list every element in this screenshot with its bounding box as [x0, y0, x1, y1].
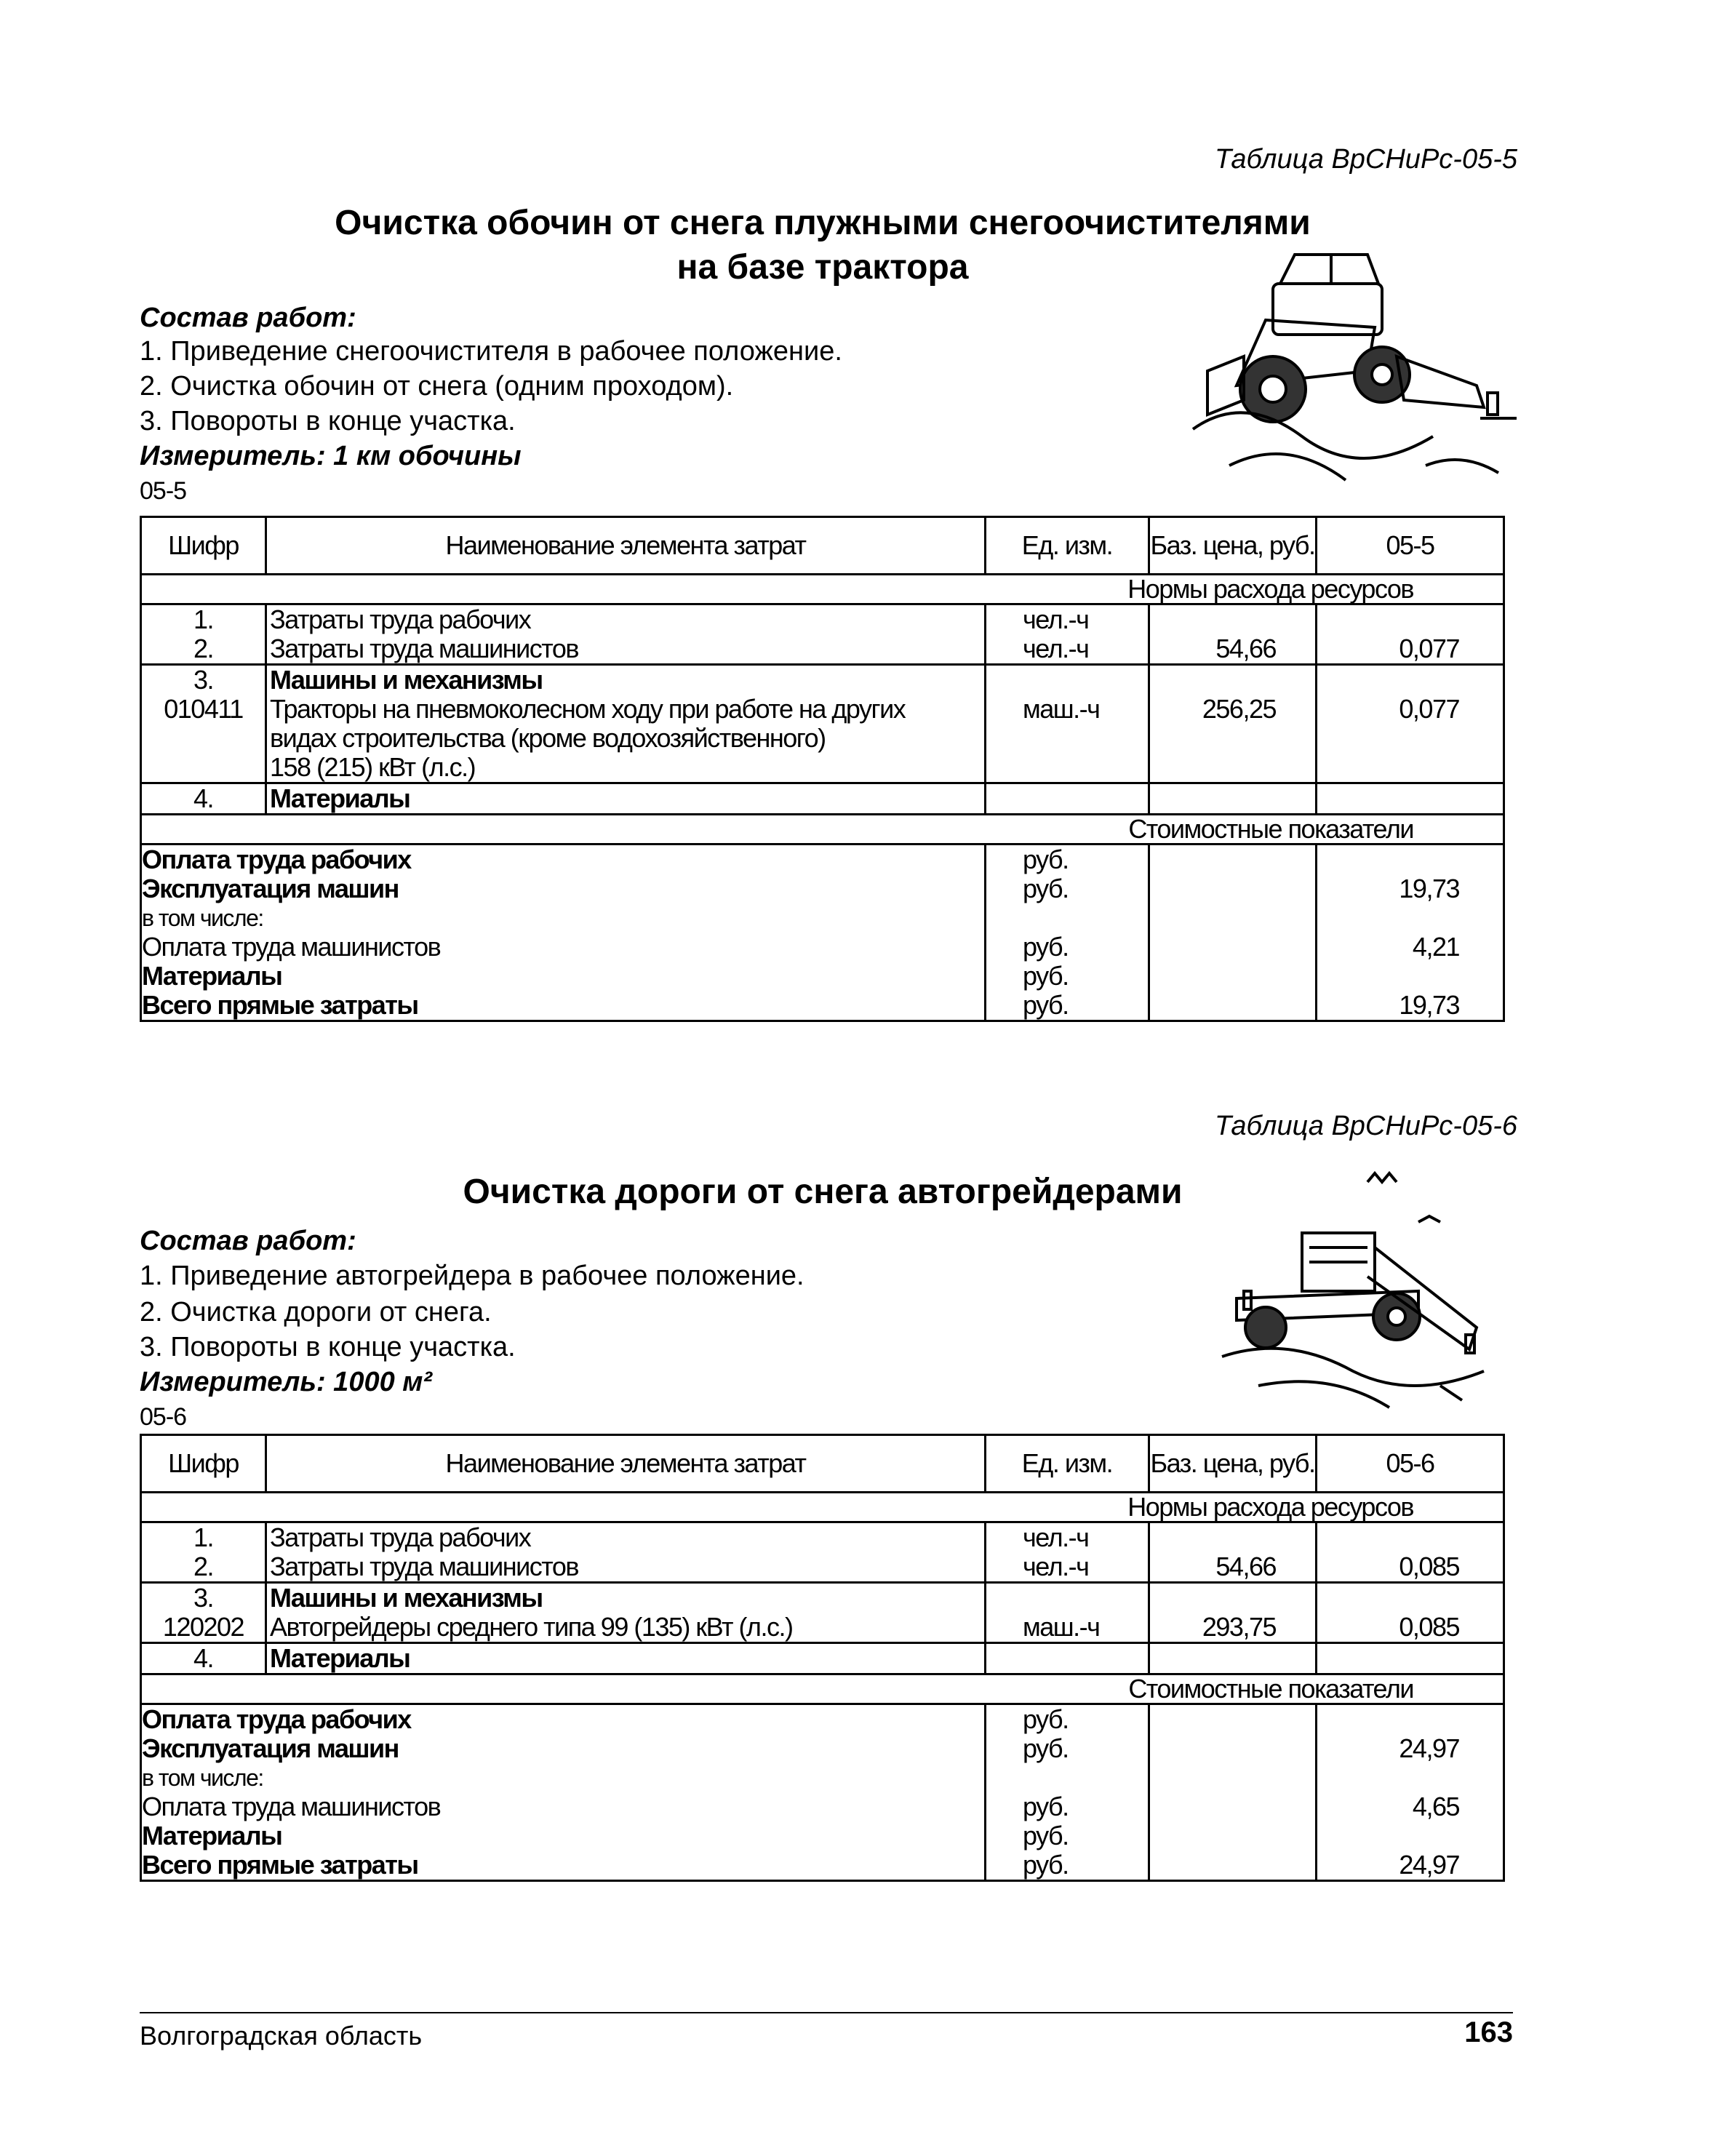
- resource-unit: маш.-ч: [1023, 694, 1100, 724]
- cost-names: [141, 1704, 986, 1881]
- resource-code: 120202: [162, 1612, 244, 1642]
- resource-value: 0,077: [1399, 634, 1459, 663]
- composition-item: 2. Очистка обочин от снега (одним проходом).: [140, 371, 734, 402]
- header-name: Наименование элемента затрат: [266, 1435, 986, 1493]
- resource-code: 4.: [193, 1643, 214, 1673]
- cost-unit: руб.: [1023, 1704, 1069, 1734]
- cost-unit: руб.: [1023, 932, 1069, 962]
- cost-name: в том числе:: [142, 1765, 263, 1791]
- composition-heading: Состав работ:: [140, 303, 356, 333]
- cost-name: Всего прямые затраты: [142, 1850, 418, 1880]
- resource-unit: [1023, 666, 1148, 695]
- cost-units: [986, 845, 1149, 1021]
- footer-region: Волгоградская область: [140, 2021, 423, 2051]
- price-cell: [1149, 783, 1317, 815]
- cost-unit: руб.: [1023, 1792, 1069, 1821]
- cost-prices: [1149, 1704, 1317, 1881]
- norms-table: [140, 516, 1505, 1022]
- resource-unit: чел.-ч: [1023, 634, 1089, 663]
- resource-name: Затраты труда машинистов: [270, 1552, 579, 1581]
- resource-code: 1.: [193, 604, 214, 634]
- code-cell: [141, 604, 266, 665]
- norms-table: [140, 1434, 1505, 1882]
- measure-unit: Измеритель: 1 км обочины: [140, 441, 522, 471]
- unit-cell: [986, 1583, 1149, 1643]
- cost-name: в том числе:: [142, 905, 263, 931]
- resource-unit: [1023, 784, 1148, 813]
- cost-value: [1317, 1821, 1459, 1850]
- price-cell: [1149, 1643, 1317, 1674]
- composition-heading: Состав работ:: [140, 1226, 356, 1256]
- cost-name: Всего прямые затраты: [142, 990, 418, 1020]
- resource-price: 54,66: [1215, 634, 1276, 663]
- code-cell: [141, 1522, 266, 1583]
- price-cell: [1149, 1583, 1317, 1643]
- cost-unit: руб.: [1023, 990, 1069, 1020]
- composition-item: 3. Повороты в конце участка.: [140, 406, 516, 436]
- tractor-snowplow-illustration: [1186, 247, 1520, 516]
- table-row: [141, 1583, 1504, 1643]
- name-cell: [266, 665, 986, 783]
- resource-code: 2.: [193, 634, 214, 663]
- cost-label: Стоимостные показатели: [141, 815, 1504, 845]
- resource-value: [1317, 605, 1459, 634]
- name-cell: [266, 1643, 986, 1674]
- resource-code: 010411: [164, 694, 243, 724]
- header-price: Баз. цена, руб.: [1149, 1435, 1317, 1493]
- resource-value: [1317, 784, 1459, 813]
- resource-name: Материалы: [270, 783, 410, 813]
- composition-item: 1. Приведение снегоочистителя в рабочее положение.: [140, 336, 842, 367]
- cost-value: 24,97: [1399, 1733, 1459, 1763]
- cost-unit: руб.: [1023, 1733, 1069, 1763]
- cost-unit: руб.: [1023, 1821, 1069, 1850]
- cost-values: [1317, 845, 1504, 1021]
- cost-value: [1317, 1705, 1459, 1734]
- composition-item: 3. Повороты в конце участка.: [140, 1332, 516, 1362]
- cost-name: Оплата труда рабочих: [142, 1704, 411, 1734]
- table-row: [141, 604, 1504, 665]
- cost-value: [1317, 1763, 1459, 1792]
- resource-unit: чел.-ч: [1023, 1552, 1089, 1581]
- unit-cell: [986, 665, 1149, 783]
- table-row: [141, 1643, 1504, 1674]
- resource-unit: [1023, 1644, 1148, 1673]
- resource-value: [1317, 1644, 1459, 1673]
- cost-unit: руб.: [1023, 1850, 1069, 1880]
- header-price: Баз. цена, руб.: [1149, 517, 1317, 575]
- value-cell: [1317, 1522, 1504, 1583]
- cost-value: 24,97: [1399, 1850, 1459, 1880]
- resource-value: [1317, 1584, 1459, 1613]
- value-cell: [1317, 1583, 1504, 1643]
- price-cell: [1149, 604, 1317, 665]
- resource-value: 0,085: [1399, 1612, 1459, 1642]
- resource-name: Материалы: [270, 1643, 410, 1673]
- cost-unit: руб.: [1023, 961, 1069, 991]
- resource-price: [1150, 666, 1276, 695]
- resource-price: [1150, 784, 1276, 813]
- resource-unit: чел.-ч: [1023, 604, 1089, 634]
- table-row: [141, 783, 1504, 815]
- resource-price: [1150, 1644, 1276, 1673]
- value-cell: [1317, 1643, 1504, 1674]
- resource-code: 3.: [193, 665, 214, 695]
- resource-code: 3.: [193, 1583, 214, 1613]
- cost-label: Стоимостные показатели: [141, 1674, 1504, 1704]
- value-cell: [1317, 783, 1504, 815]
- cost-name: Материалы: [142, 1821, 282, 1850]
- code-cell: [141, 783, 266, 815]
- header-value: 05-6: [1317, 1435, 1504, 1493]
- value-cell: [1317, 665, 1504, 783]
- resource-unit: [1023, 1584, 1148, 1613]
- resource-unit: маш.-ч: [1023, 1612, 1100, 1642]
- cost-name: Оплата труда машинистов: [142, 932, 441, 962]
- resource-price: 256,25: [1202, 694, 1276, 724]
- resource-code: 2.: [193, 1552, 214, 1581]
- cost-units: [986, 1704, 1149, 1881]
- table-row: [141, 1522, 1504, 1583]
- cost-name: Оплата труда рабочих: [142, 845, 411, 874]
- price-cell: [1149, 1522, 1317, 1583]
- cost-value: 4,21: [1412, 932, 1459, 962]
- cost-unit: руб.: [1023, 874, 1069, 903]
- norms-label: Нормы расхода ресурсов: [141, 1493, 1504, 1522]
- cost-prices: [1149, 845, 1317, 1021]
- table-header-row: [141, 1435, 1504, 1493]
- resource-code: 1.: [193, 1522, 214, 1552]
- motor-grader-illustration: [1200, 1167, 1506, 1429]
- resource-name: Машины и механизмы: [270, 665, 543, 695]
- resource-name: 158 (215) кВт (л.с.): [270, 752, 476, 782]
- composition-item: 2. Очистка дороги от снега.: [140, 1297, 492, 1327]
- resource-price: 293,75: [1202, 1612, 1276, 1642]
- name-cell: [266, 1583, 986, 1643]
- code-cell: [141, 1643, 266, 1674]
- resource-price: [1150, 605, 1276, 634]
- table-code: 05-6: [140, 1403, 187, 1431]
- resource-value: 0,085: [1399, 1552, 1459, 1581]
- table-label: Таблица ВрСНиРс-05-5: [1214, 144, 1517, 175]
- section-row-norms: [141, 1493, 1504, 1522]
- composition-item: 1. Приведение автогрейдера в рабочее положение.: [140, 1261, 804, 1291]
- header-name: Наименование элемента затрат: [266, 517, 986, 575]
- resource-name: Автогрейдеры среднего типа 99 (135) кВт (л.с.): [270, 1612, 793, 1642]
- resource-name: Затраты труда машинистов: [270, 634, 579, 663]
- page-number: 163: [1464, 2016, 1513, 2048]
- header-value: 05-5: [1317, 517, 1504, 575]
- cost-name: Эксплуатация машин: [142, 874, 399, 903]
- unit-cell: [986, 783, 1149, 815]
- cost-unit: [1023, 903, 1148, 933]
- unit-cell: [986, 604, 1149, 665]
- header-code: Шифр: [141, 1435, 266, 1493]
- price-cell: [1149, 665, 1317, 783]
- name-cell: [266, 1522, 986, 1583]
- resource-name: Машины и механизмы: [270, 1583, 543, 1613]
- resource-code: 4.: [193, 783, 214, 813]
- table-row: [141, 665, 1504, 783]
- resource-name: видах строительства (кроме водохозяйственного): [270, 723, 826, 753]
- resource-name: Затраты труда рабочих: [270, 604, 531, 634]
- norms-label: Нормы расхода ресурсов: [141, 575, 1504, 604]
- section-row-costs: [141, 1674, 1504, 1704]
- section-title: Очистка дороги от снега автогрейдерами: [463, 1173, 1183, 1211]
- table-header-row: [141, 517, 1504, 575]
- cost-rows: [141, 1704, 1504, 1881]
- cost-value: 19,73: [1399, 990, 1459, 1020]
- cost-value: [1317, 962, 1459, 991]
- cost-names: [141, 845, 986, 1021]
- resource-price: 54,66: [1215, 1552, 1276, 1581]
- cost-name: Материалы: [142, 961, 282, 991]
- value-cell: [1317, 604, 1504, 665]
- footer-divider: [140, 2012, 1513, 2013]
- table-code: 05-5: [140, 477, 187, 505]
- name-cell: [266, 783, 986, 815]
- resource-value: 0,077: [1399, 694, 1459, 724]
- header-unit: Ед. изм.: [986, 1435, 1149, 1493]
- cost-value: 19,73: [1399, 874, 1459, 903]
- header-code: Шифр: [141, 517, 266, 575]
- section-row-costs: [141, 815, 1504, 845]
- cost-value: 4,65: [1412, 1792, 1459, 1821]
- unit-cell: [986, 1522, 1149, 1583]
- header-unit: Ед. изм.: [986, 517, 1149, 575]
- code-cell: [141, 1583, 266, 1643]
- section-row-norms: [141, 575, 1504, 604]
- cost-unit: [1023, 1763, 1148, 1792]
- resource-price: [1150, 1584, 1276, 1613]
- cost-value: [1317, 845, 1459, 874]
- resource-name: Затраты труда рабочих: [270, 1522, 531, 1552]
- resource-value: [1317, 666, 1459, 695]
- cost-name: Эксплуатация машин: [142, 1733, 399, 1763]
- section-title: на базе трактора: [676, 248, 969, 287]
- unit-cell: [986, 1643, 1149, 1674]
- cost-name: Оплата труда машинистов: [142, 1792, 441, 1821]
- cost-value: [1317, 903, 1459, 933]
- cost-rows: [141, 845, 1504, 1021]
- cost-unit: руб.: [1023, 845, 1069, 874]
- section-title: Очистка обочин от снега плужными снегоочистителями: [335, 204, 1311, 242]
- resource-name: Тракторы на пневмоколесном ходу при работе на других: [270, 694, 906, 724]
- code-cell: [141, 665, 266, 783]
- name-cell: [266, 604, 986, 665]
- resource-price: [1150, 1523, 1276, 1552]
- cost-values: [1317, 1704, 1504, 1881]
- measure-unit: Измеритель: 1000 м²: [140, 1367, 433, 1397]
- resource-unit: чел.-ч: [1023, 1522, 1089, 1552]
- table-label: Таблица ВрСНиРс-05-6: [1214, 1111, 1517, 1141]
- resource-value: [1317, 1523, 1459, 1552]
